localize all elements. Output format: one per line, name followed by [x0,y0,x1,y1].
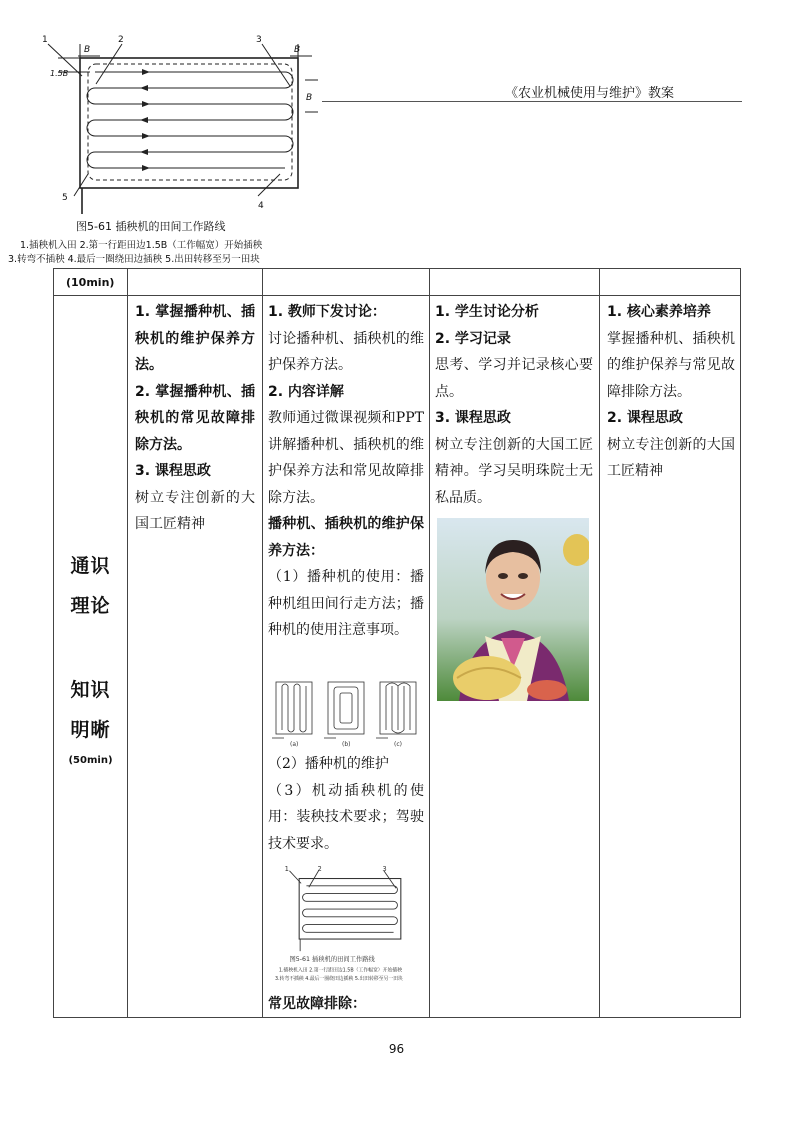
mini-fig-label-b: (b) [342,741,351,748]
design-intent-cell [607,299,735,485]
figure-note-2: 3.转弯不插秧 4.最后一圈绕田边插秧 5.出田转移至另一田块 [8,254,260,265]
column-divider [127,269,128,1017]
page-number: 96 [388,1042,405,1056]
dim-b-side: B [306,93,313,103]
seeder-maintenance-item: （2）播种机的维护 [268,756,389,772]
teacher-step-2-detail: 教师通过微课视频和PPT讲解播种机、插秧机的维护保养方法和常见故障排除方法。 [268,410,424,506]
mini-fig-label-c: (c) [394,741,402,748]
callout-3: 3 [256,35,262,45]
stage-time-prev: (10min) [66,276,115,289]
teacher-step-2: 2. 内容详解 [268,383,344,400]
student-step-3: 3. 课程思政 [435,410,511,426]
callout-1: 1 [42,35,48,45]
stage-time: (50min) [68,755,113,766]
dim-1-5b: 1.5B [50,69,69,78]
mini-callout-2: 2 [317,864,322,873]
figure-note-1: 1.插秧机入田 2.第一行距田边1.5B（工作幅宽）开始插秧 [20,240,263,251]
objective-3: 3. 课程思政 [135,463,211,479]
student-step-2-detail: 思考、学习并记录核心要点。 [435,357,593,400]
student-step-2: 2. 学习记录 [435,330,511,347]
column-divider [599,269,600,1017]
document-header-title: 《农业机械使用与维护》教案 [505,86,675,101]
student-activity-cell [435,299,593,511]
objective-1: 1. 掌握播种机、插秧机的维护保养方法。 [135,304,255,373]
teacher-activity-cell-cont [268,751,424,857]
student-step-3-detail: 树立专注创新的大国工匠精神。学习吴明珠院士无私品质。 [435,436,593,506]
transplanter-route-figure-small [270,864,430,986]
troubleshooting-heading: 常见故障排除： [268,996,366,1012]
dim-b-left: B [84,45,91,55]
callout-2: 2 [118,35,124,45]
dim-b-right: B [294,45,301,55]
intent-1-detail: 掌握播种机、插秧机的维护保养与常见故障排除方法。 [607,330,735,400]
intent-2: 2. 课程思政 [607,410,683,426]
objectives-cell [135,299,255,538]
mini-callout-1: 1 [284,864,289,873]
header-rule [322,101,742,102]
column-divider [262,269,263,1017]
objective-3-detail: 树立专注创新的大国工匠精神 [135,489,255,532]
row-divider [54,295,740,296]
intent-2-detail: 树立专注创新的大国工匠精神 [607,436,735,479]
callout-5: 5 [62,193,68,203]
stage-label-line2: 理论 [70,595,111,617]
transplanter-use-item: （3）机动插秧机的使用：装秧技术要求；驾驶技术要求。 [268,782,424,852]
mini-callout-3: 3 [382,864,387,873]
seeder-use-item: （1）播种机的使用：播种机组田间行走方法；播种机的使用注意事项。 [268,569,424,638]
teacher-step-1-detail: 讨论播种机、插秧机的维护保养方法。 [268,330,424,373]
teacher-activity-cell [268,299,424,644]
stage-label-line1: 通识 [70,555,111,577]
student-step-1: 1. 学生讨论分析 [435,304,539,320]
intent-1: 1. 核心素养培养 [607,304,711,320]
figure-caption: 图5-61 插秧机的田间工作路线 [76,220,226,233]
mini-note-2: 3.转弯不插秧 4.最后一圈绕田边插秧 5.出田转移至另一田块 [274,977,403,983]
teacher-step-1: 1. 教师下发讨论： [268,304,386,320]
mini-note-1: 1.插秧机入田 2.第一行距田边1.5B（工作幅宽）开始插秧 [278,968,402,974]
mini-caption: 图5-61 插秧机的田间工作路线 [289,955,375,963]
stage-label-line3: 知识 [70,679,111,701]
maintenance-heading: 播种机、插秧机的维护保养方法： [268,516,424,559]
stage-label-line4: 明晰 [70,719,111,741]
callout-4: 4 [258,201,264,211]
portrait-photo [437,518,589,701]
seeder-route-diagrams [270,678,428,750]
troubleshooting-heading-cell [268,991,424,1018]
objective-2: 2. 掌握播种机、插秧机的常见故障排除方法。 [135,383,255,453]
mini-fig-label-a: (a) [290,741,299,748]
